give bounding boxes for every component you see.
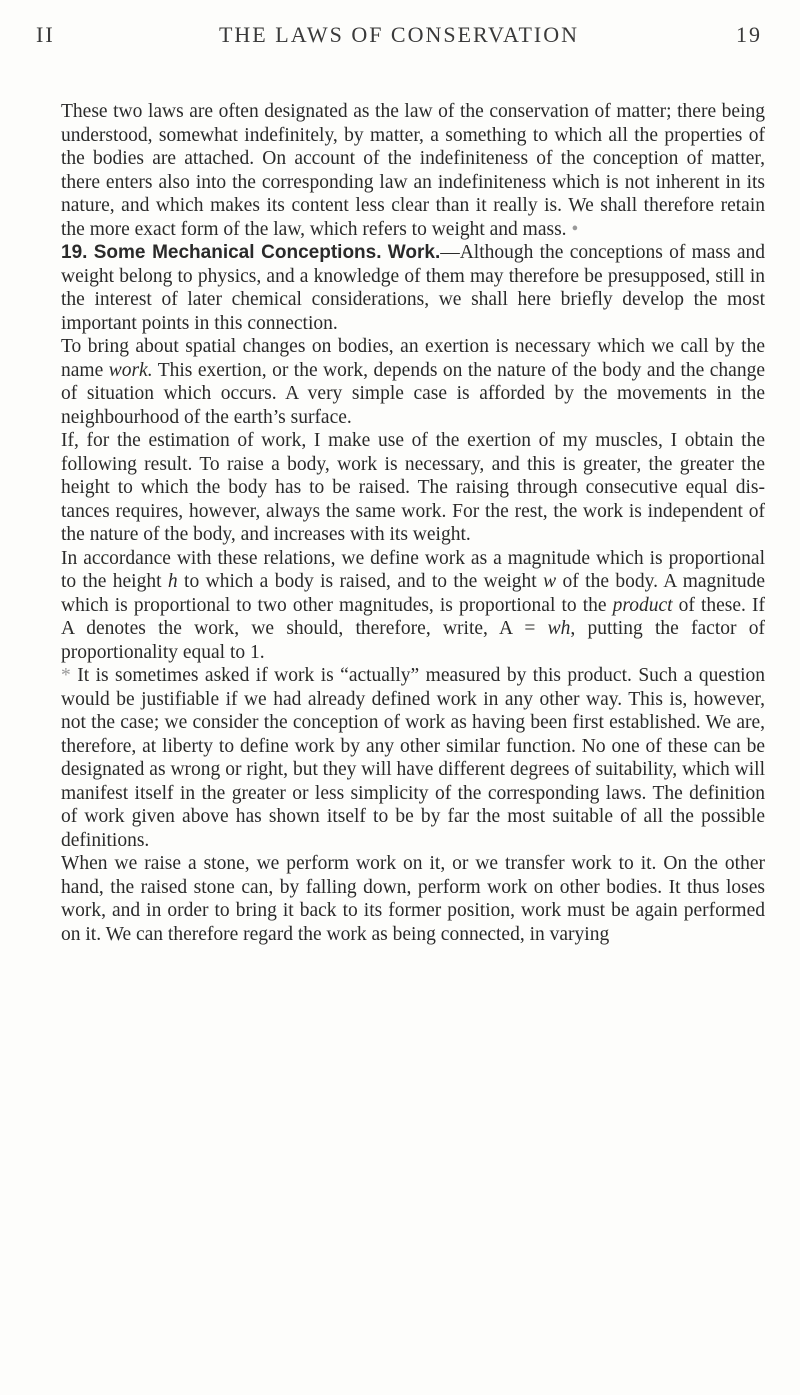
paragraph-1-text: These two laws are often designated as the law of the conservation of matter; there being understood, somewhat indefinitely, by matter, a something to which all the properties of the bodies are attached. On account of the indefiniteness of the conception of matter, there enters also into the corresponding law an indefiniteness which is not inherent in its nature, and which makes its content less clear than it really is. We shall therefore retain the more exact form of the law, which refers to weight and mass. — [61, 101, 765, 240]
page-number: 19 — [736, 22, 762, 47]
paragraph-2-text: —Although the conceptions of mass and weight belong to physics, and a knowledge of them may therefore be presupposed, still in the interest of later chemical considerations, we shall here briefly develop the most important points in this connection. — [61, 242, 766, 334]
section-heading: Some Mechanical Conceptions. — [93, 242, 382, 263]
section-mark: II — [36, 22, 55, 47]
paragraph-5-text-c: of the body. A magnitude which is proportional to two other magnitudes, is proportional to the — [61, 571, 766, 616]
term-work: work. — [108, 359, 153, 381]
symbol-w: w — [543, 571, 557, 592]
paragraph-3-text-a: To bring about spatial changes on bodies, an exertion is necessary which we call by the name — [61, 336, 765, 381]
paragraph-2 — [61, 241, 765, 335]
paragraph-1 — [61, 100, 765, 241]
paragraph-6 — [61, 664, 765, 852]
paragraph-4 — [61, 429, 765, 547]
paragraph-5-text-a: In accordance with these relations, we define work as a magnitude which is proportional to the height — [61, 547, 765, 592]
paragraph-6-text: It is sometimes asked if work is “actually” measured by this product. Such a question would be justifiable if we had already defined work in any other way. This is, however, not the case; we consider the conception of work as having been first established. We are, therefore, at liberty to define work by any other similar function. No one of these can be designated as wrong or right, but they will have different degrees of suitability, which will manifest itself in the greater or less simplicity of the corresponding laws. The definition of work given above has shown itself to be by far the most suitable of all the possible definitions. — [61, 665, 765, 851]
paragraph-5 — [61, 547, 765, 665]
paragraph-4-text: If, for the estimation of work, I make use of the exertion of my muscles, I obtain the following result. To raise a body, work is necessary, and this is greater, the greater the height to which the body has to be raised. The raising through consecutive equal dis-tances requires, however, always the same work. For the rest, the work is independent of the nature of the body, and increases with its weight. — [61, 430, 765, 545]
paragraph-3-text-b: This exertion, or the work, depends on the nature of the body and the change of situation which occurs. A very simple case is afforded by the movements in the neighbourhood of the earth’s surface. — [61, 359, 765, 428]
paragraph-5-text-b: to which a body is raised, and to the weight — [177, 571, 544, 592]
running-head — [36, 22, 762, 52]
stray-mark: • — [571, 218, 579, 240]
asterisk-mark: * — [61, 665, 71, 686]
symbol-h: h — [167, 571, 178, 592]
section-number: 19. — [61, 242, 88, 263]
paragraph-7-text: When we raise a stone, we perform work on it, or we transfer work to it. On the other hand, the raised stone can, by falling down, perform work on other bodies. It thus loses work, and in order to bring it back to its former position, work must be again performed on it. We can therefore regard the work as being connected, in varying — [61, 853, 765, 945]
running-title: THE LAWS OF CONSERVATION — [218, 22, 580, 47]
paragraph-5-text-e: , putting the factor of proportionality equal to 1. — [61, 618, 765, 663]
term-product: product — [612, 594, 673, 616]
body-text — [61, 100, 765, 946]
paragraph-5-text-d: of these. If A denotes the work, we should, therefore, write, A = — [61, 594, 765, 639]
paragraph-3 — [61, 335, 765, 429]
section-subtitle: Work. — [387, 242, 441, 263]
symbol-wh: wh — [547, 618, 571, 639]
paragraph-7 — [61, 852, 765, 946]
